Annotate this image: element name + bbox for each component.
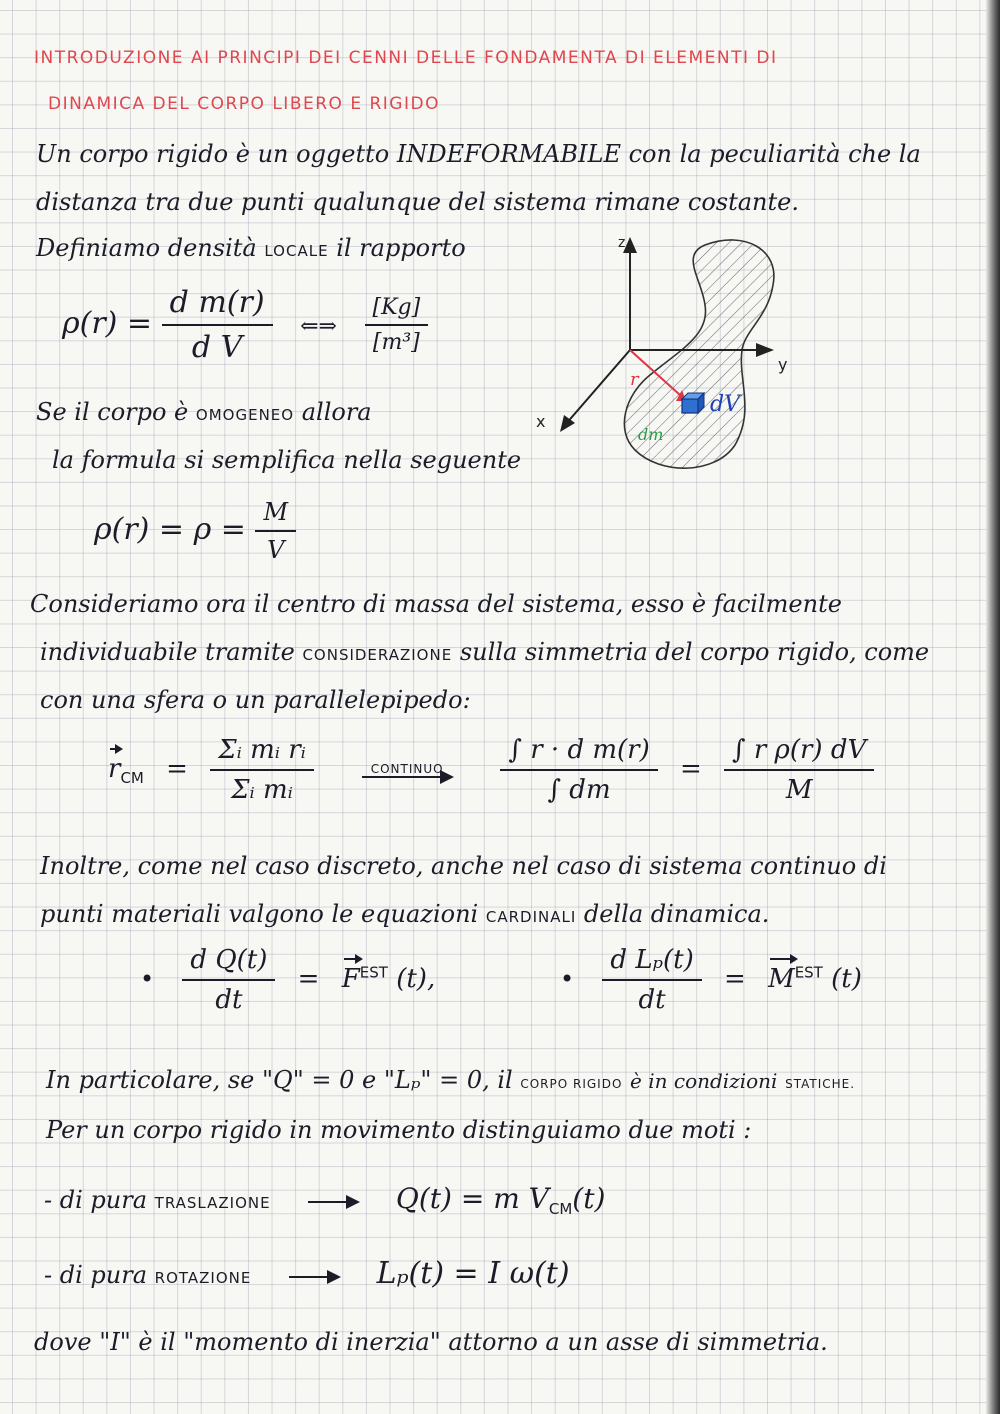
homogeneous-line-1-caps: OMOGENEO [195, 406, 295, 424]
cardinal-formula-1 [140, 945, 435, 1015]
volume-element-cube [682, 399, 698, 413]
intro-line-3-post: il rapporto [336, 234, 466, 262]
cm-density-bar [724, 769, 874, 771]
center-of-mass-line-2 [40, 638, 929, 666]
cardinal-equals-2: = [724, 964, 746, 994]
translation-arrow [308, 1201, 358, 1203]
inertia-line: dove "I" è il "momento di inerzia" attorno a un asse di simmetria. [34, 1328, 828, 1356]
motion-rotation-caps: ROTAZIONE [154, 1269, 252, 1287]
cm-continuous-denominator: ∫ dm [547, 775, 611, 805]
static-line-1-caps: CORPO RIGIDO [520, 1077, 623, 1091]
x-axis [565, 350, 630, 425]
density-denominator: d V [191, 330, 243, 365]
cm-density-numerator: ∫ r ρ(r) dV [732, 735, 867, 765]
density-lhs: ρ(r) = [62, 306, 153, 341]
momentum-derivative-bar [182, 979, 275, 981]
continuum-arrow [362, 776, 452, 778]
translation-formula: Q(t) = m V [395, 1182, 549, 1215]
fraction-bar [162, 324, 273, 326]
cm-continuous-numerator: ∫ r · d m(r) [508, 735, 650, 765]
external-force-tail: (t), [396, 964, 436, 994]
cm-density-fraction [724, 735, 874, 805]
cm-discrete-numerator: Σᵢ mᵢ rᵢ [218, 735, 306, 765]
static-line-1 [46, 1066, 855, 1094]
density-numerator: d m(r) [169, 285, 265, 320]
homogeneous-denominator: V [267, 536, 285, 564]
title-line-2: DINAMICA DEL CORPO LIBERO E RIGIDO [48, 94, 440, 114]
external-moment-superscript: EST [794, 963, 823, 982]
bullet-icon: • [560, 965, 575, 993]
homogeneous-numerator: M [263, 498, 289, 526]
cardinal-formula-2 [560, 945, 862, 1015]
external-force: F [341, 964, 360, 994]
intro-line-3-pre: Definiamo densità [36, 234, 257, 262]
external-moment-tail: (t) [831, 964, 862, 994]
static-line-1-caps-2: STATICHE. [785, 1077, 856, 1091]
cardinal-line-2-caps: CARDINALI [485, 908, 577, 926]
cm-subscript: CM [120, 769, 144, 788]
cm-discrete-fraction [210, 735, 314, 805]
cm-discrete-bar [210, 769, 314, 771]
density-fraction [162, 285, 273, 365]
continuum-arrow-group [362, 762, 452, 778]
r-vector-label: r [630, 369, 639, 390]
static-line-1-mid: è in condizioni [630, 1069, 778, 1093]
angular-momentum-derivative-numerator: d Lₚ(t) [610, 945, 694, 975]
angular-momentum-derivative-fraction [602, 945, 701, 1015]
y-axis-label: y [778, 355, 788, 374]
rotation-formula: Lₚ(t) = I ω(t) [376, 1256, 570, 1291]
angular-momentum-derivative-denominator: dt [638, 985, 666, 1015]
rigid-body-diagram [530, 225, 810, 485]
translation-tail: (t) [572, 1182, 606, 1215]
intro-line-3-caps: LOCALE [264, 242, 329, 260]
external-force-superscript: EST [359, 963, 388, 982]
dV-label: dV [710, 392, 740, 417]
cardinal-line-1: Inoltre, come nel caso discreto, anche nel caso di sistema continuo di [40, 852, 887, 880]
homogeneous-fraction [255, 498, 296, 564]
homogeneous-line-1 [36, 398, 372, 426]
density-unit-fraction [365, 295, 429, 355]
cm-discrete-denominator: Σᵢ mᵢ [231, 775, 293, 805]
momentum-derivative-fraction [182, 945, 275, 1015]
momentum-derivative-denominator: dt [215, 985, 243, 1015]
continuum-label: CONTINUO [370, 762, 444, 776]
cm-equals: = [166, 754, 188, 784]
motion-rotation [44, 1256, 570, 1291]
homogeneous-fraction-bar [255, 530, 296, 532]
z-axis-label: z [618, 235, 626, 251]
dm-label: dm [638, 425, 664, 444]
momentum-derivative-numerator: d Q(t) [190, 945, 268, 975]
unit-denominator: [m³] [372, 330, 420, 355]
translation-subscript: CM [548, 1199, 573, 1218]
motion-translation-pre: - di pura [44, 1186, 148, 1214]
cm-continuous-bar [500, 769, 657, 771]
center-of-mass-line-2-post: sulla simmetria del corpo rigido, come [459, 638, 930, 666]
homogeneous-lhs: ρ(r) = ρ = [94, 512, 246, 547]
homogeneous-line-1-pre: Se il corpo è [36, 398, 189, 426]
static-line-1-pre: In particolare, se "Q" = 0 e "Lₚ" = 0, il [46, 1066, 513, 1094]
cardinal-equals-1: = [297, 964, 320, 994]
center-of-mass-line-2-caps: CONSIDERAZIONE [302, 646, 453, 664]
intro-line-1: Un corpo rigido è un oggetto INDEFORMABILE con la peculiarità che la [36, 140, 921, 168]
homogeneous-line-1-post: allora [301, 398, 372, 426]
rotation-arrow [289, 1276, 339, 1278]
center-of-mass-line-1: Consideriamo ora il centro di massa del sistema, esso è facilmente [30, 590, 842, 618]
cm-continuous-fraction [500, 735, 657, 805]
y-axis-arrowhead [756, 343, 774, 357]
equivalence-arrow: ⇐⇒ [300, 314, 337, 339]
cardinal-line-2-pre: punti materiali valgono le equazioni [40, 900, 479, 928]
unit-fraction-bar [365, 324, 429, 326]
cm-density-denominator: M [785, 775, 813, 805]
angular-momentum-derivative-bar [602, 979, 701, 981]
bullet-icon: • [140, 965, 155, 993]
x-axis-label: x [536, 412, 546, 431]
motion-translation-caps: TRASLAZIONE [154, 1194, 271, 1212]
static-line-2: Per un corpo rigido in movimento distinguiamo due moti : [46, 1116, 752, 1144]
unit-numerator: [Kg] [372, 295, 421, 320]
center-of-mass-line-2-pre: individuabile tramite [40, 638, 295, 666]
cm-vector-r: r [108, 754, 121, 784]
homogeneous-formula [94, 498, 296, 564]
cm-equals-2: = [679, 754, 702, 784]
notebook-page-edge [986, 0, 1000, 1414]
density-formula [62, 285, 428, 365]
motion-translation [44, 1182, 605, 1218]
title-line-1: INTRODUZIONE AI PRINCIPI DEI CENNI DELLE FONDAMENTA DI ELEMENTI DI [34, 48, 778, 68]
cardinal-line-2 [40, 900, 769, 928]
intro-line-2: distanza tra due punti qualunque del sistema rimane costante. [36, 188, 799, 216]
external-moment: M [768, 964, 795, 994]
motion-rotation-pre: - di pura [44, 1261, 148, 1289]
homogeneous-line-2: la formula si semplifica nella seguente [52, 446, 522, 474]
center-of-mass-line-3: con una sfera o un parallelepipedo: [40, 686, 471, 714]
center-of-mass-formula [108, 735, 874, 805]
cardinal-line-2-post: della dinamica. [583, 900, 770, 928]
intro-line-3 [36, 234, 466, 262]
